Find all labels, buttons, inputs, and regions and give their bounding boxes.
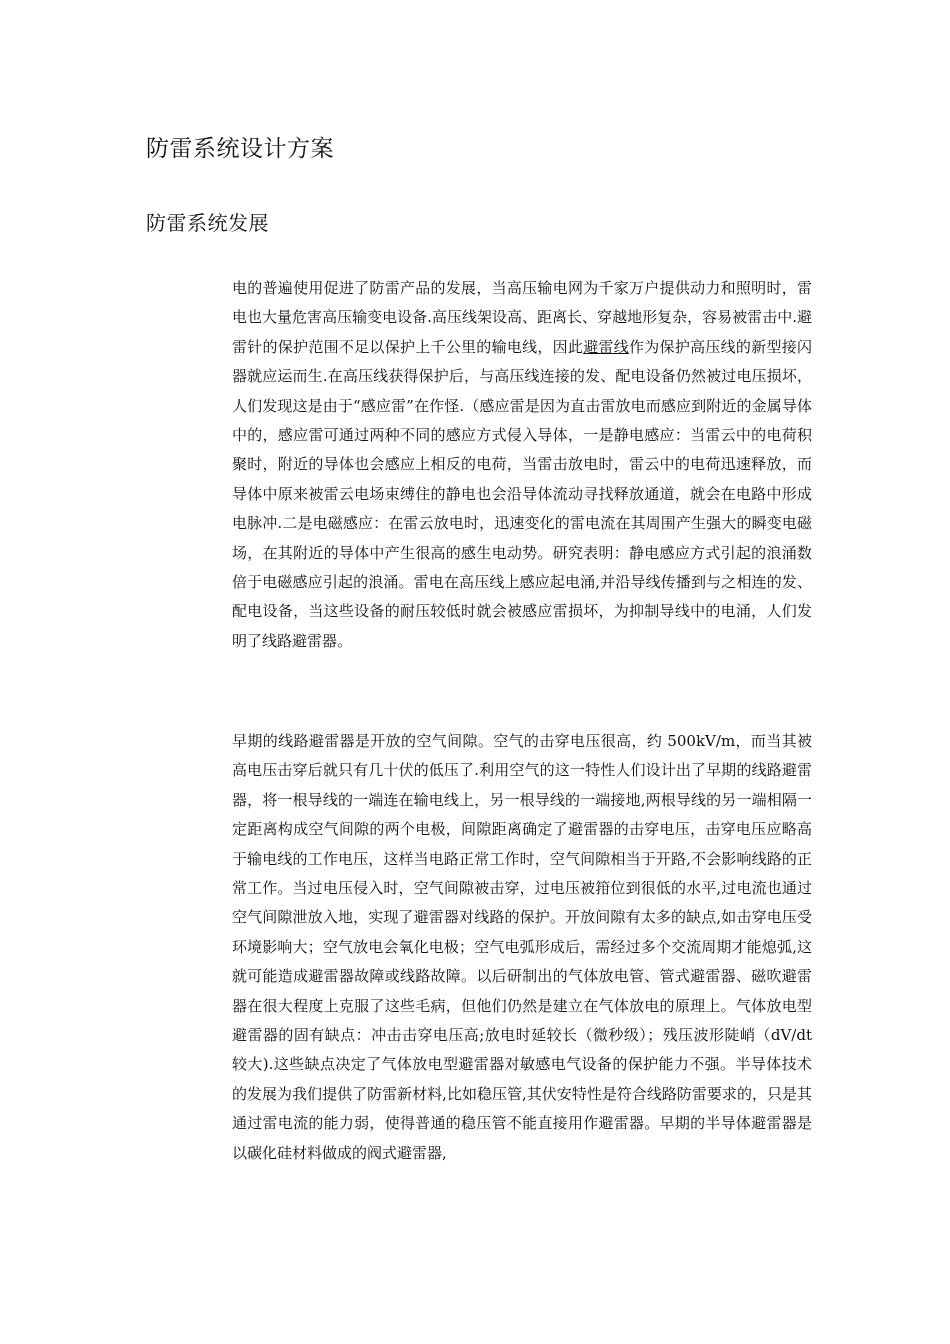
paragraph-1-text-end: 作为保护高压线的新型接闪器就应运而生.在高压线获得保护后，与高压线连接的发、配电设备仍然被过电压损坏，人们发现这是由于“感应雷”在作怪.（感应雷是因为直击雷放电而感应到附近的金属导体中的，感应雷可通过两种不同的感应方式侵入导体，一是静电感应：当雷云中的电荷积聚时，附近的导体也会感应上相反的电荷，当雷击放电时，雷云中的电荷迅速释放，而导体中原来被雷云电场束缚住的静电也会沿导体流动寻找释放通道，就会在电路中形成电脉冲.二是电磁感应：在雷云放电时，迅速变化的雷电流在其周围产生强大的瞬变电磁场，在其附近的导体中产生很高的感生电动势。研究表明：静电感应方式引起的浪涌数倍于电磁感应引起的浪涌。雷电在高压线上感应起电涌,并沿导线传播到与之相连的发、配电设备，当这些设备的耐压较低时就会被感应雷损坏，为抑制导线中的电涌，人们发明了线路避雷器。 xyxy=(232,337,812,650)
paragraph-1-text-start: 电的普遍使用促进了防雷产品的发展，当高压输电网为千家万户提供动力和照明时，雷电也大量危害高压输变电设备.高压线架设高、距离长、穿越地形复杂，容易被雷击中.避雷针的保护范围不足以保护上千公里的输电线，因此 xyxy=(232,279,812,356)
paragraph-early-arresters: 早期的线路避雷器是开放的空气间隙。空气的击穿电压很高，约 500kV/m，而当其被高电压击穿后就只有几十伏的低压了.利用空气的这一特性人们设计出了早期的线路避雷器，将一根导线的一端连在输电线上，另一根导线的一端接地,两根导线的另一端相隔一定距离构成空气间隙的两个电极，间隙距离确定了避雷器的击穿电压，击穿电压应略高于输电线的工作电压，这样当电路正常工作时，空气间隙相当于开路,不会影响线路的正常工作。当过电压侵入时，空气间隙被击穿，过电压被箝位到很低的水平,过电流也通过空气间隙泄放入地，实现了避雷器对线路的保护。开放间隙有太多的缺点,如击穿电压受环境影响大；空气放电会氧化电极；空气电弧形成后，需经过多个交流周期才能熄弧,这就可能造成避雷器故障或线路故障。以后研制出的气体放电管、管式避雷器、磁吹避雷器在很大程度上克服了这些毛病，但他们仍然是建立在气体放电的原理上。气体放电型避雷器的固有缺点：冲击击穿电压高;放电时延较长（微秒级）；残压波形陡峭（dV/dt 较大).这些缺点决定了气体放电型避雷器对敏感电气设备的保护能力不强。半导体技术的发展为我们提供了防雷新材料,比如稳压管,其伏安特性是符合线路防雷要求的，只是其通过雷电流的能力弱，使得普通的稳压管不能直接用作避雷器。早期的半导体避雷器是以碳化硅材料做成的阀式避雷器, xyxy=(232,732,812,1162)
paragraph-lightning-protection-history xyxy=(232,274,812,656)
document-title: 防雷系统设计方案 xyxy=(146,136,334,162)
lightning-wire-link[interactable]: 避雷线 xyxy=(583,337,630,356)
section-heading: 防雷系统发展 xyxy=(146,211,269,235)
